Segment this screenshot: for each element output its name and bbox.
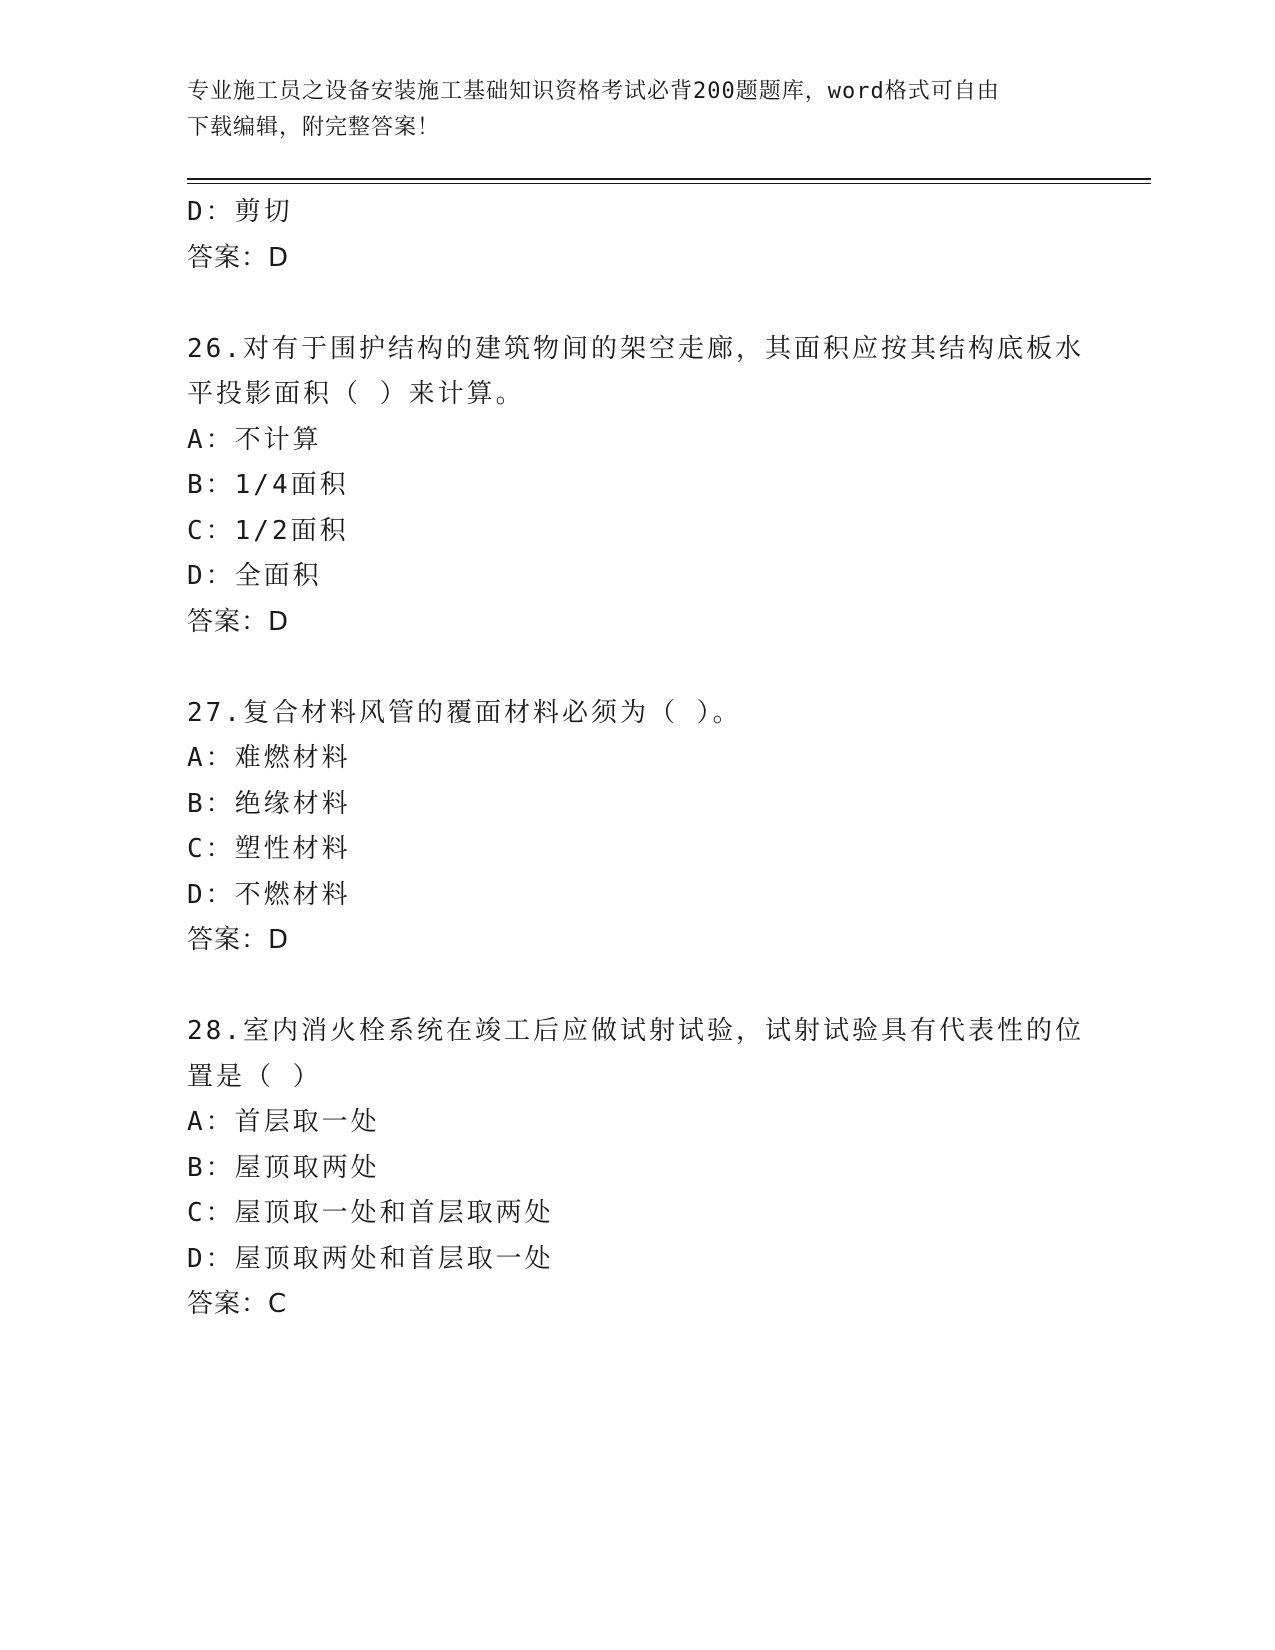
option-c: C：屋顶取一处和首层取两处 xyxy=(187,1198,554,1228)
question-26 xyxy=(187,327,1087,646)
option-d: D：全面积 xyxy=(187,561,322,591)
option-b: B：绝缘材料 xyxy=(187,788,351,819)
prev-answer: 答案：D xyxy=(187,242,290,273)
header-line-1: 专业施工员之设备安装施工基础知识资格考试必背200题题库，word格式可自由 xyxy=(187,79,1000,104)
question-stem: 26.对有于围护结构的建筑物间的架空走廊，其面积应按其结构底板水 xyxy=(187,333,1084,364)
spacer xyxy=(187,281,1087,327)
option-a: A：难燃材料 xyxy=(187,743,351,773)
header-line-2: 下载编辑，附完整答案！ xyxy=(187,115,441,140)
spacer xyxy=(187,645,1087,691)
question-stem-cont: 置是（ ） xyxy=(187,1061,322,1092)
option-b: B：屋顶取两处 xyxy=(187,1152,380,1183)
question-28 xyxy=(187,1009,1087,1328)
question-stem: 27.复合材料风管的覆面材料必须为（ ）。 xyxy=(187,697,742,728)
option-d: D：不燃材料 xyxy=(187,879,351,910)
answer: 答案：D xyxy=(187,925,290,955)
answer: 答案：D xyxy=(187,606,290,637)
spacer xyxy=(187,964,1087,1010)
document-header xyxy=(187,74,1087,146)
header-divider-thick xyxy=(187,178,1151,180)
answer: 答案：C xyxy=(187,1289,288,1319)
option-a: A：首层取一处 xyxy=(187,1107,380,1137)
option-a: A：不计算 xyxy=(187,424,322,455)
question-stem-cont: 平投影面积（ ）来计算。 xyxy=(187,379,525,409)
prev-option-d: D：剪切 xyxy=(187,197,293,227)
option-c: C：1/2面积 xyxy=(187,515,349,546)
question-27 xyxy=(187,691,1087,964)
option-d: D：屋顶取两处和首层取一处 xyxy=(187,1243,554,1274)
question-stem: 28.室内消火栓系统在竣工后应做试射试验，试射试验具有代表性的位 xyxy=(187,1016,1084,1046)
header-divider-thin xyxy=(187,183,1151,184)
option-b: B：1/4面积 xyxy=(187,470,349,500)
question-content xyxy=(187,190,1087,1328)
option-c: C：塑性材料 xyxy=(187,834,351,864)
